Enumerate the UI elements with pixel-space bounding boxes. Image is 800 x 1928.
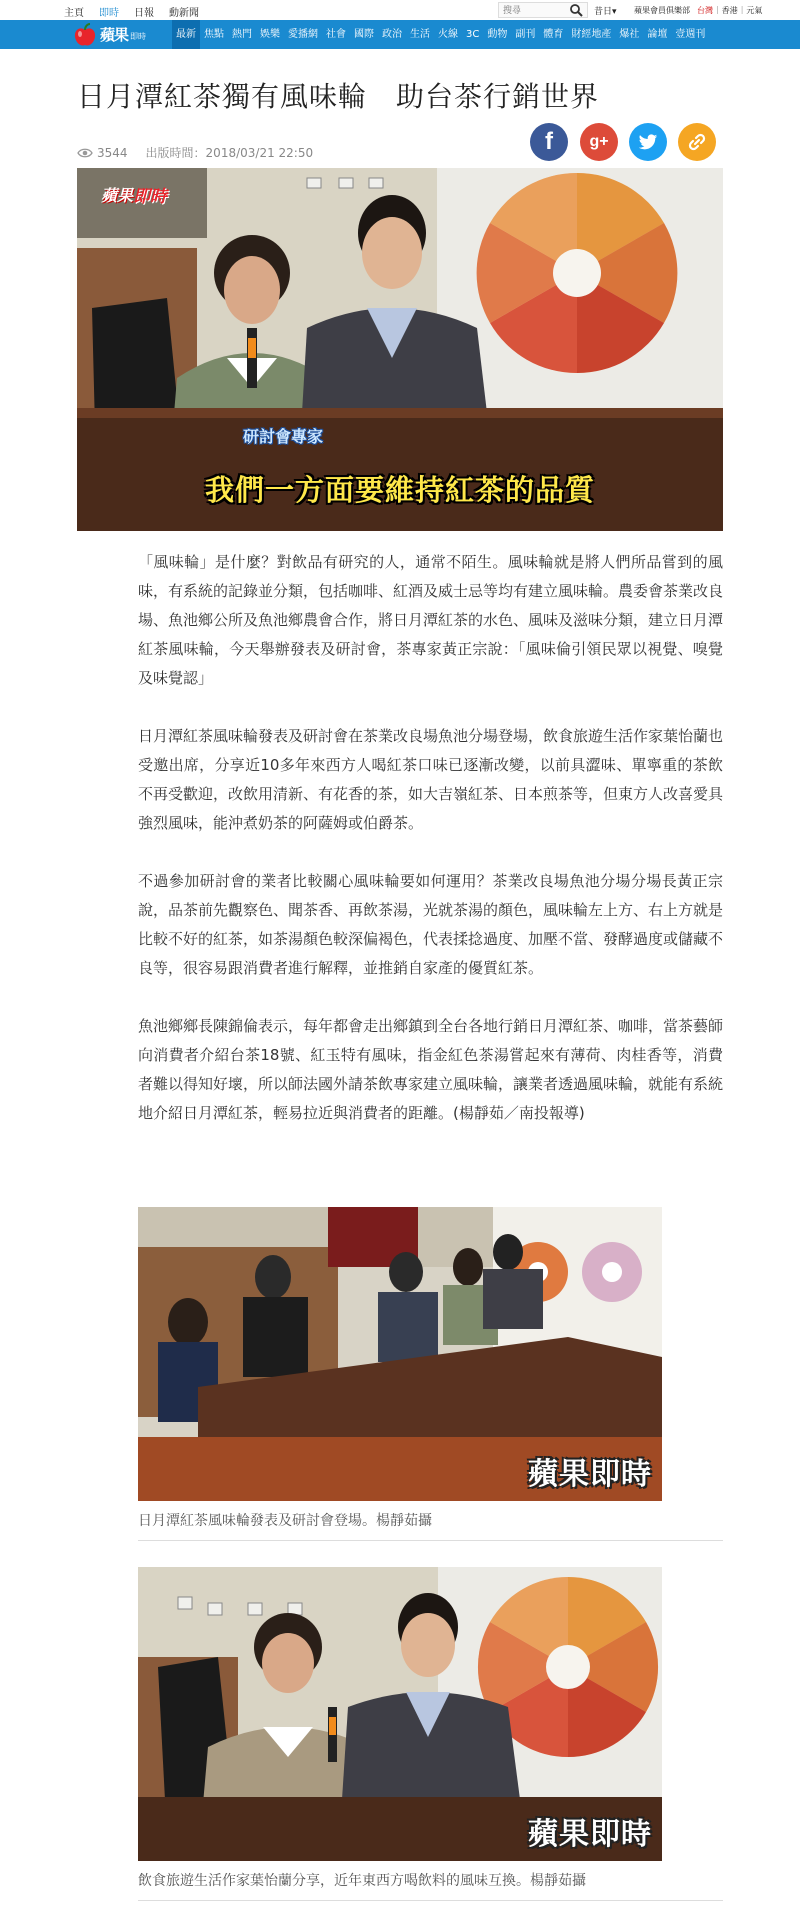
- article-photo-2: [138, 1567, 662, 1861]
- article-body: [138, 548, 723, 1157]
- nav-item-finance[interactable]: 財經地產: [571, 29, 612, 40]
- eye-icon: [77, 147, 93, 159]
- photo-2-watermark: 蘋果即時: [528, 1817, 652, 1852]
- category-nav: [172, 20, 709, 49]
- apple-icon: [72, 22, 98, 48]
- publish-time: 出版時間：2018/03/21 22:50: [145, 146, 314, 160]
- member-club-link[interactable]: 蘋果會員俱樂部: [634, 6, 690, 15]
- photo-2-caption: 飲食旅遊生活作家葉怡蘭分享，近年東西方喝飲料的風味互換。楊靜茹攝: [138, 1870, 723, 1901]
- region-switcher: 台灣 | 香港 | 元氣: [697, 5, 763, 15]
- region-vitality[interactable]: 元氣: [746, 6, 763, 15]
- nav-item-weekly[interactable]: 壹週刊: [675, 29, 706, 40]
- article-paragraph: 「風味輪」是什麼？對飲品有研究的人，通常不陌生。風味輪就是將人們所品嘗到的風味，有系統的記錄並分類，包括咖啡、紅酒及威士忌等均有建立風味輪。農委會茶業改良場、魚池鄉公所及魚池鄉農會合作，將日月潭紅茶的水色、風味及滋味分類，建立日月潭紅茶風味輪，今天舉辦發表及研討會，茶專家黃正宗說：「風味倫引領民眾以視覺、嗅覺及味覺認」: [138, 553, 724, 687]
- watermark-part-a: 蘋果: [101, 186, 134, 205]
- nav-item-aibo[interactable]: 愛播網: [288, 29, 318, 40]
- nav-item-society[interactable]: 社會: [326, 29, 346, 40]
- region-taiwan[interactable]: 台灣: [697, 6, 713, 15]
- main-article-image: [77, 168, 723, 531]
- top-utility-bar: [0, 0, 800, 20]
- view-count: 3544: [97, 145, 128, 160]
- nav-item-supplement[interactable]: 副刊: [515, 29, 536, 40]
- share-link-button[interactable]: [678, 123, 716, 161]
- nav-item-sports[interactable]: 體育: [543, 29, 564, 40]
- top-nav-daily[interactable]: 日報: [134, 8, 154, 19]
- search-icon[interactable]: [569, 3, 583, 17]
- nav-item-frontline[interactable]: 火線: [438, 29, 458, 40]
- article-paragraph: 魚池鄉鄉長陳錦倫表示，每年都會走出鄉鎮到全台各地行銷日月潭紅茶、咖啡，當茶藝師向消費者介紹台茶18號、紅玉特有風味，指金紅色茶湯嘗起來有薄荷、肉桂香等，消費者難以得知好壞，所以師法國外請茶飲專家建立風味輪，讓業者透過風味輪，就能有系統地介紹日月潭紅茶，輕易拉近與消費者的距離。(楊靜茹／南投報導): [138, 1017, 724, 1122]
- expert-label-overlay: 研討會專家: [243, 427, 324, 446]
- top-nav-realtime[interactable]: 即時: [99, 8, 119, 19]
- facebook-icon: f: [545, 128, 553, 155]
- brand-sub: 即時: [130, 32, 147, 41]
- google-plus-icon: g+: [589, 133, 609, 150]
- nav-item-entertainment[interactable]: 娛樂: [260, 29, 280, 40]
- photo-1-watermark: 蘋果即時: [528, 1457, 652, 1492]
- brand-name: 蘋果: [100, 26, 129, 44]
- nav-item-hot[interactable]: 熱門: [232, 29, 252, 40]
- top-nav: [64, 4, 199, 19]
- main-image-watermark-logo: [101, 182, 167, 207]
- share-google-plus-button[interactable]: [580, 123, 618, 161]
- watermark-part-b: 即時: [133, 187, 168, 207]
- main-image-subtitle: 我們一方面要維持紅茶的品質: [204, 473, 595, 507]
- nav-item-life[interactable]: 生活: [410, 29, 430, 40]
- article-meta: [77, 144, 313, 161]
- nav-item-latest[interactable]: 最新: [172, 20, 200, 49]
- date-select[interactable]: 昔日▾: [594, 7, 617, 17]
- article-photo-1: [138, 1207, 662, 1501]
- twitter-icon: [638, 134, 658, 151]
- nav-item-politics[interactable]: 政治: [382, 29, 402, 40]
- article-title: 日月潭紅茶獨有風味輪 助台茶行銷世界: [77, 80, 600, 113]
- region-hongkong[interactable]: 香港: [721, 6, 738, 15]
- share-twitter-button[interactable]: [629, 123, 667, 161]
- nav-item-international[interactable]: 國際: [354, 29, 374, 40]
- nav-item-forum[interactable]: 論壇: [647, 29, 668, 40]
- top-nav-home[interactable]: 主頁: [64, 8, 84, 19]
- nav-item-animals[interactable]: 動物: [487, 29, 508, 40]
- brand-logo[interactable]: [72, 21, 162, 48]
- link-icon: [687, 132, 707, 152]
- share-facebook-button[interactable]: [530, 123, 568, 161]
- nav-item-focus[interactable]: 焦點: [204, 29, 224, 40]
- nav-item-explosive[interactable]: 爆社: [619, 29, 640, 40]
- article-paragraph: 日月潭紅茶風味輪發表及研討會在茶業改良場魚池分場登場，飲食旅遊生活作家葉怡蘭也受邀出席，分享近10多年來西方人喝紅茶口味已逐漸改變，以前具澀味、單寧重的茶飲不再受歡迎，改飲用清新、有花香的茶，如大吉嶺紅茶、日本煎茶等，但東方人改喜愛具強烈風味，能沖煮奶茶的阿薩姆或伯爵茶。: [138, 727, 724, 832]
- top-nav-animation[interactable]: 動新聞: [169, 8, 199, 19]
- article-paragraph: 不過參加研討會的業者比較關心風味輪要如何運用？茶業改良場魚池分場分場長黃正宗說，品茶前先觀察色、聞茶香、再飲茶湯，光就茶湯的顏色，風味輪左上方、右上方就是比較不好的紅茶，如茶湯顏色較深偏褐色，代表揉捻過度、加壓不當、發酵過度或儲藏不良等，很容易跟消費者進行解釋，並推銷自家產的優質紅茶。: [138, 872, 724, 977]
- main-navbar: [0, 20, 800, 49]
- photo-1-caption: 日月潭紅茶風味輪發表及研討會登場。楊靜茹攝: [138, 1510, 723, 1541]
- nav-item-3c[interactable]: 3C: [466, 29, 480, 40]
